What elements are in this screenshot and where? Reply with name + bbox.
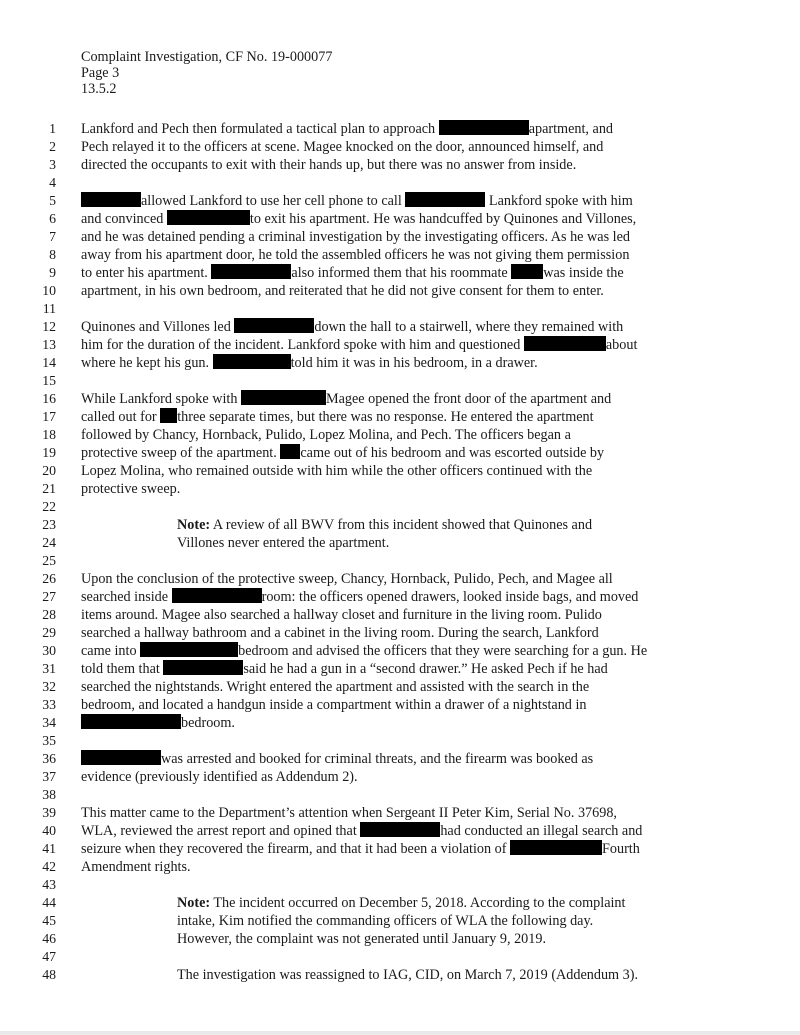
body-line-19: protective sweep of the apartment. came out of his bedroom and was escorted outside by [81,445,605,461]
line-number: 48 [42,967,56,982]
redaction-bar [213,354,291,369]
line-number: 27 [42,589,56,604]
body-line-9: to enter his apartment. also informed them that his roommate was inside the [81,265,624,281]
body-line-31: told them that said he had a gun in a “second drawer.” He asked Pech if he had [81,661,608,677]
line-number: 28 [42,607,56,622]
line-number: 6 [49,211,56,226]
line-number: 4 [49,175,56,190]
line-number: 20 [42,463,56,478]
line-number: 25 [42,553,56,568]
header-section: 13.5.2 [81,81,117,97]
body-line-34: bedroom. [81,714,235,732]
redaction-bar [510,840,602,855]
body-line-12: Quinones and Villones led down the hall to a stairwell, where they remained with [81,319,624,335]
line-number: 37 [42,769,56,784]
body-line-45: intake, Kim notified the commanding officers of WLA the following day. [177,913,594,929]
body-line-1: Lankford and Pech then formulated a tactical plan to approach apartment, and [81,121,614,137]
line-number: 47 [42,949,56,964]
header-page-number: Page 3 [81,65,120,81]
redaction-bar [360,822,440,837]
page-bottom-edge [0,1031,800,1035]
line-number: 10 [42,283,56,298]
redaction-bar [234,318,314,333]
redaction-bar [511,264,543,279]
line-number: 16 [42,391,56,406]
body-line-20: Lopez Molina, who remained outside with him while the other officers continued with the [81,463,593,479]
header-title: Complaint Investigation, CF No. 19-000077 [81,49,333,65]
line-number: 24 [42,535,56,550]
body-line-7: and he was detained pending a criminal investigation by the investigating officers. As he was led [81,229,630,245]
body-line-42: Amendment rights. [81,859,191,875]
line-number: 31 [42,661,56,676]
line-number: 19 [42,445,56,460]
body-line-16: While Lankford spoke with Magee opened the front door of the apartment and [81,391,612,407]
line-number: 35 [42,733,56,748]
redaction-bar [172,588,262,603]
body-line-10: apartment, in his own bedroom, and reiterated that he did not give consent for them to enter. [81,283,604,299]
line-number: 45 [42,913,56,928]
body-line-33: bedroom, and located a handgun inside a compartment within a drawer of a nightstand in [81,697,587,713]
body-line-2: Pech relayed it to the officers at scene. Magee knocked on the door, announced himself, and [81,139,604,155]
redaction-bar [81,192,141,207]
body-line-32: searched the nightstands. Wright entered the apartment and assisted with the search in the [81,679,590,695]
body-line-23: Note: A review of all BWV from this incident showed that Quinones and [177,517,593,533]
body-line-14: where he kept his gun. told him it was in his bedroom, in a drawer. [81,355,538,371]
line-number: 46 [42,931,56,946]
body-line-29: searched a hallway bathroom and a cabinet in the living room. During the search, Lankford [81,625,599,641]
line-number: 12 [42,319,56,334]
body-line-26: Upon the conclusion of the protective sweep, Chancy, Hornback, Pulido, Pech, and Magee all [81,571,613,587]
body-line-6: and convinced to exit his apartment. He was handcuffed by Quinones and Villones, [81,211,637,227]
line-number: 13 [42,337,56,352]
redaction-bar [439,120,529,135]
line-number: 40 [42,823,56,838]
line-number: 34 [42,715,56,730]
line-number: 22 [42,499,56,514]
body-line-44: Note: The incident occurred on December 5, 2018. According to the complaint [177,895,626,911]
redaction-bar [81,714,181,729]
body-line-3: directed the occupants to exit with their hands up, but there was no answer from inside. [81,157,577,173]
line-number: 43 [42,877,56,892]
line-number: 38 [42,787,56,802]
line-number: 41 [42,841,56,856]
line-number: 18 [42,427,56,442]
body-line-39: This matter came to the Department’s attention when Sergeant II Peter Kim, Serial No. 37698, [81,805,617,821]
redaction-bar [160,408,177,423]
line-number: 32 [42,679,56,694]
redaction-bar [163,660,243,675]
body-line-36: was arrested and booked for criminal threats, and the firearm was booked as [81,750,593,768]
line-number: 5 [49,193,56,208]
line-number: 36 [42,751,56,766]
redaction-bar [280,444,300,459]
body-line-28: items around. Magee also searched a hallway closet and furniture in the living room. Pulido [81,607,602,623]
body-line-30: came into bedroom and advised the officers that they were searching for a gun. He [81,643,648,659]
body-line-46: However, the complaint was not generated until January 9, 2019. [177,931,546,947]
body-line-18: followed by Chancy, Hornback, Pulido, Lopez Molina, and Pech. The officers began a [81,427,571,443]
redaction-bar [405,192,485,207]
body-line-13: him for the duration of the incident. Lankford spoke with him and questioned about [81,337,638,353]
body-line-41: seizure when they recovered the firearm, and that it had been a violation of Fourth [81,841,640,857]
line-number: 7 [49,229,56,244]
body-line-40: WLA, reviewed the arrest report and opined that had conducted an illegal search and [81,823,643,839]
redaction-bar [140,642,238,657]
note-label: Note: [177,895,211,911]
line-number: 15 [42,373,56,388]
body-line-8: away from his apartment door, he told the assembled officers he was not giving them permission [81,247,630,263]
line-number: 23 [42,517,56,532]
line-number: 29 [42,625,56,640]
line-number: 1 [49,121,56,136]
line-number: 26 [42,571,56,586]
line-number: 44 [42,895,56,910]
body-line-27: searched inside room: the officers opened drawers, looked inside bags, and moved [81,589,639,605]
redaction-bar [211,264,291,279]
line-number: 17 [42,409,56,424]
body-line-48: The investigation was reassigned to IAG, CID, on March 7, 2019 (Addendum 3). [177,967,639,983]
line-number: 14 [42,355,56,370]
line-number: 8 [49,247,56,262]
line-number: 21 [42,481,56,496]
line-number: 11 [42,301,56,316]
line-number: 30 [42,643,56,658]
line-number: 9 [49,265,56,280]
line-number: 3 [49,157,56,172]
redaction-bar [524,336,606,351]
line-number: 39 [42,805,56,820]
note-label: Note: [177,517,211,533]
redaction-bar [167,210,250,225]
body-line-5: allowed Lankford to use her cell phone to call Lankford spoke with him [81,192,633,210]
body-line-17: called out for three separate times, but there was no response. He entered the apartment [81,409,594,425]
redaction-bar [241,390,326,405]
line-number: 42 [42,859,56,874]
line-number: 2 [49,139,56,154]
body-line-21: protective sweep. [81,481,181,497]
line-number: 33 [42,697,56,712]
body-line-37: evidence (previously identified as Addendum 2). [81,769,358,785]
redaction-bar [81,750,161,765]
body-line-24: Villones never entered the apartment. [177,535,390,551]
